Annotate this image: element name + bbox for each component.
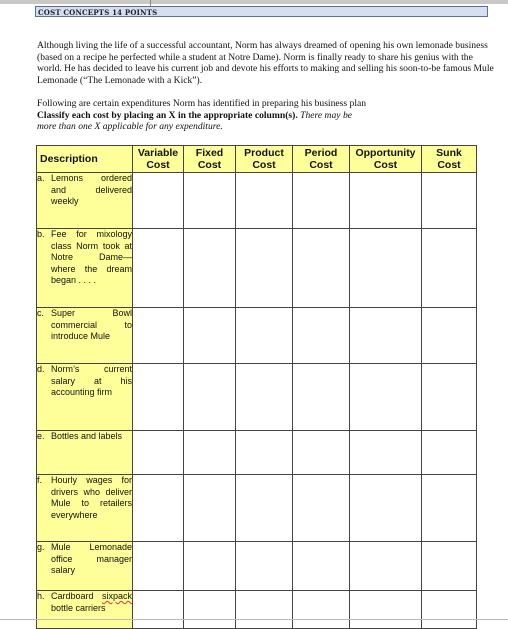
cell-sunk[interactable] (422, 364, 477, 431)
row-description: f. Hourly wages for drivers who deliver Mule to retailers everywhere (37, 475, 133, 542)
instructions-line-1: Following are certain expenditures Norm has identified in preparing his business plan (37, 98, 367, 109)
header-opportunity-cost: Opportunity Cost (350, 146, 422, 173)
cell-period[interactable] (293, 431, 350, 475)
row-description: g. Mule Lemonade office manager salary (37, 542, 133, 591)
cell-opportunity[interactable] (350, 591, 422, 629)
cell-product[interactable] (236, 308, 293, 364)
cell-sunk[interactable] (422, 475, 477, 542)
cell-product[interactable] (236, 591, 293, 629)
cell-period[interactable] (293, 173, 350, 229)
row-description: d. Norm’s current salary at his accounting firm (37, 364, 133, 431)
cell-period[interactable] (293, 475, 350, 542)
cell-fixed[interactable] (184, 364, 236, 431)
cell-product[interactable] (236, 229, 293, 308)
instructions (37, 98, 497, 133)
cell-period[interactable] (293, 542, 350, 591)
cell-variable[interactable] (133, 308, 184, 364)
table-row (37, 475, 477, 542)
cell-variable[interactable] (133, 173, 184, 229)
cell-opportunity[interactable] (350, 431, 422, 475)
row-description: b. Fee for mixology class Norm took at Notre Dame—where the dream began . . . . (37, 229, 133, 308)
intro-paragraph: Although living the life of a successful accountant, Norm has always dreamed of opening his own lemonade business (based on a recipe he perfected while a student at Notre Dame). Norm is finally ready to share his genius with the world. He has decided to leave his current job and devote his efforts to making and selling his soon-to-be famous Mule Lemonade (“The Lemonade with a Kick”). (37, 40, 494, 86)
instructions-line-3: more than one X applicable for any expenditure. (37, 121, 223, 133)
cell-period[interactable] (293, 364, 350, 431)
cell-sunk[interactable] (422, 173, 477, 229)
cell-variable[interactable] (133, 591, 184, 629)
cell-variable[interactable] (133, 431, 184, 475)
row-description: e. Bottles and labels (37, 431, 133, 475)
cell-opportunity[interactable] (350, 229, 422, 308)
cell-period[interactable] (293, 308, 350, 364)
header-row (37, 146, 477, 173)
cell-fixed[interactable] (184, 475, 236, 542)
instructions-bold: Classify each cost by placing an X in the appropriate column(s). (37, 109, 298, 121)
cell-product[interactable] (236, 173, 293, 229)
cell-sunk[interactable] (422, 308, 477, 364)
cell-fixed[interactable] (184, 542, 236, 591)
cell-fixed[interactable] (184, 173, 236, 229)
cell-sunk[interactable] (422, 431, 477, 475)
cell-product[interactable] (236, 364, 293, 431)
cell-product[interactable] (236, 475, 293, 542)
cell-sunk[interactable] (422, 229, 477, 308)
header-fixed-cost: Fixed Cost (184, 146, 236, 173)
cell-product[interactable] (236, 542, 293, 591)
cell-sunk[interactable] (422, 591, 477, 629)
cell-opportunity[interactable] (350, 475, 422, 542)
section-heading: COST CONCEPTS 14 POINTS (38, 8, 158, 17)
cell-fixed[interactable] (184, 591, 236, 629)
cell-variable[interactable] (133, 542, 184, 591)
cell-fixed[interactable] (184, 308, 236, 364)
instructions-italic: There may be (297, 109, 352, 121)
cell-variable[interactable] (133, 364, 184, 431)
cell-opportunity[interactable] (350, 173, 422, 229)
cell-variable[interactable] (133, 229, 184, 308)
cell-product[interactable] (236, 431, 293, 475)
top-rule (0, 0, 508, 4)
cell-opportunity[interactable] (350, 364, 422, 431)
table-row (37, 591, 477, 629)
cell-variable[interactable] (133, 475, 184, 542)
row-description: c. Super Bowl commercial to introduce Mule (37, 308, 133, 364)
cost-classification-table (36, 145, 477, 629)
cell-fixed[interactable] (184, 431, 236, 475)
cell-period[interactable] (293, 591, 350, 629)
table-row (37, 308, 477, 364)
header-product-cost: Product Cost (236, 146, 293, 173)
cell-period[interactable] (293, 229, 350, 308)
row-description: h. Cardboard sixpack bottle carriers (37, 591, 133, 629)
cell-opportunity[interactable] (350, 308, 422, 364)
table-row (37, 173, 477, 229)
table-row (37, 364, 477, 431)
instructions-line-2 (37, 110, 497, 122)
header-period-cost: Period Cost (293, 146, 350, 173)
table-row (37, 542, 477, 591)
table-row (37, 229, 477, 308)
bottom-rule (0, 619, 508, 620)
header-variable-cost: Variable Cost (133, 146, 184, 173)
cell-fixed[interactable] (184, 229, 236, 308)
cell-opportunity[interactable] (350, 542, 422, 591)
table-row (37, 431, 477, 475)
header-sunk-cost: Sunk Cost (422, 146, 477, 173)
spellcheck-word: sixpack (101, 591, 132, 601)
header-description: Description (37, 146, 133, 173)
cell-sunk[interactable] (422, 542, 477, 591)
row-description: a. Lemons ordered and delivered weekly (37, 173, 133, 229)
